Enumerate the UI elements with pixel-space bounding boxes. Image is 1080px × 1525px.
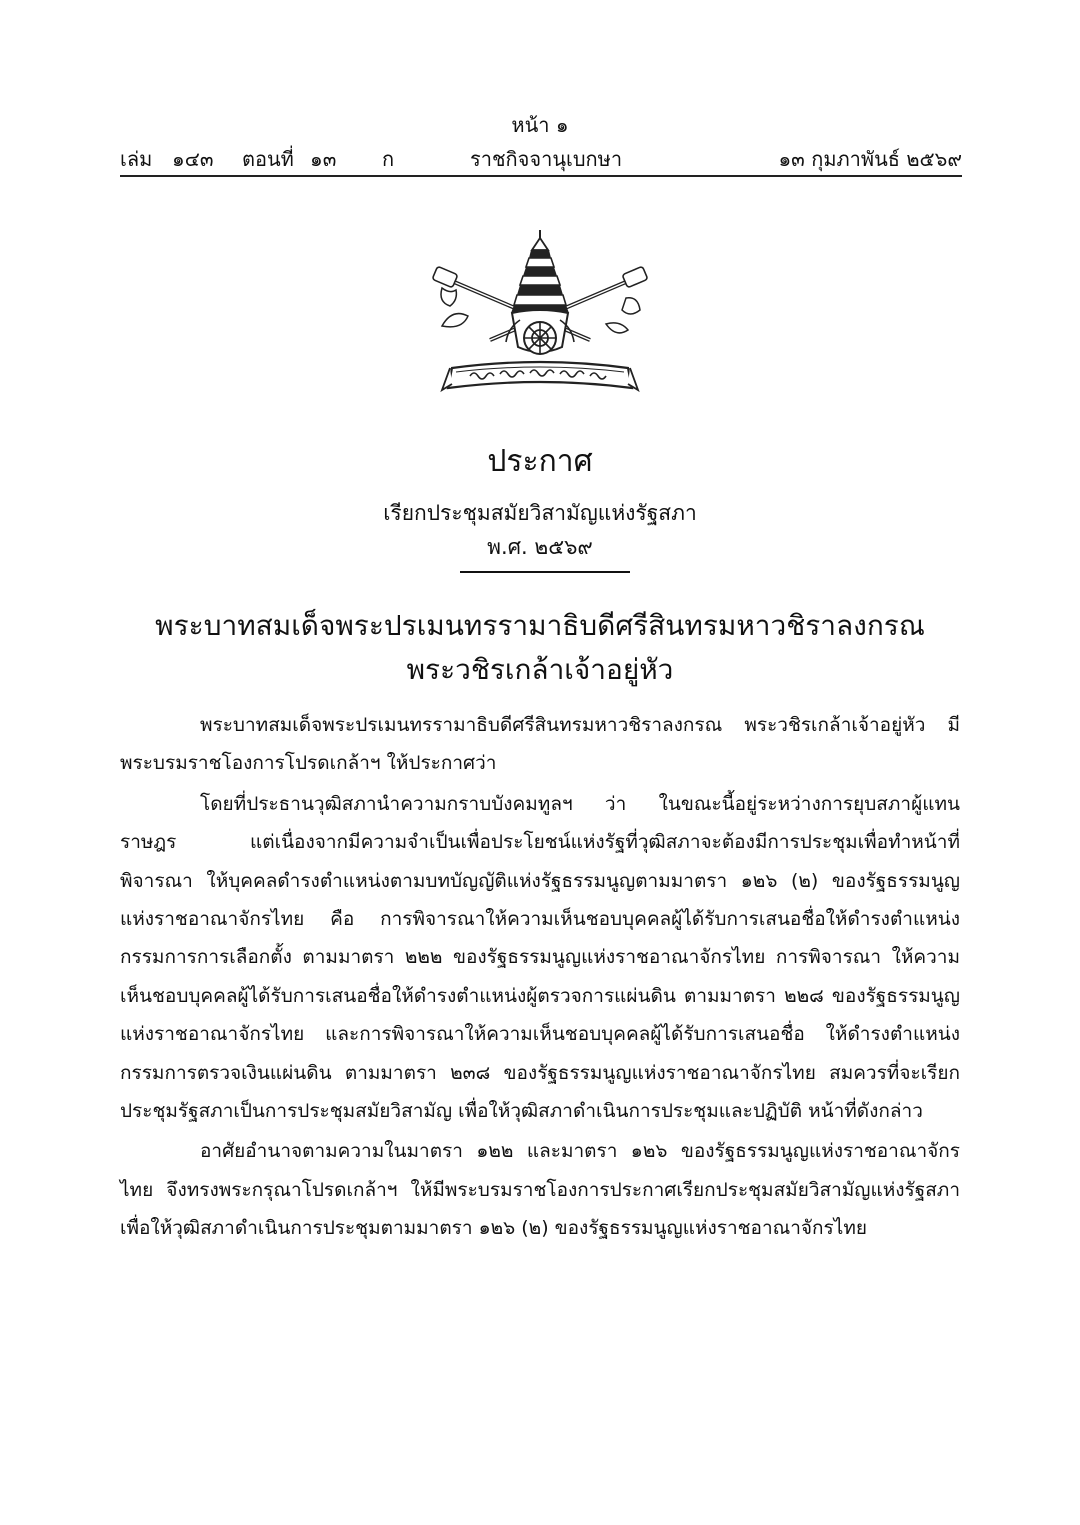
document-title: ประกาศ [487,444,593,479]
document-subtitle: เรียกประชุมสมัยวิสามัญแห่งรัฐสภา [383,501,697,525]
royal-name-heading [0,604,1080,692]
issue-number: ๑๓ [310,147,337,171]
royal-name-line-1: พระบาทสมเด็จพระปรเมนทรรามาธิบดีศรีสินทรมหาวชิราลงกรณ [155,609,925,642]
volume-label: เล่ม [120,147,153,171]
volume-number: ๑๔๓ [172,147,214,171]
announcement-body [120,706,960,1248]
royal-name-line-2: พระวชิรเกล้าเจ้าอยู่หัว [406,653,674,686]
header-divider [120,175,962,177]
gazette-name: ราชกิจจานุเบกษา [470,147,623,171]
page-number: หน้า ๑ [511,113,569,137]
royal-garuda-emblem-icon [430,228,650,404]
body-paragraph-2: โดยที่ประธานวุฒิสภานำความกราบบังคมทูลฯ ว่า ในขณะนี้อยู่ระหว่างการยุบสภาผู้แทนราษฎร แต่เนื่องจากมีความจำเป็นเพื่อประโยชน์แห่งรัฐที่วุฒิสภาจะต้องมีการประชุมเพื่อทำหน้าที่พิจารณา ให้บุคคลดำรงตำแหน่งตามบทบัญญัติแห่งรัฐธรรมนูญตามมาตรา ๑๒๖ (๒) ของรัฐธรรมนูญ แห่งราชอาณาจักรไทย คือ การพิจารณาให้ความเห็นชอบบุคคลผู้ได้รับการเสนอชื่อให้ดำรงตำแหน่ง กรรมการการเลือกตั้ง ตามมาตรา ๒๒๒ ของรัฐธรรมนูญแห่งราชอาณาจักรไทย การพิจารณา ให้ความเห็นชอบบุคคลผู้ได้รับการเสนอชื่อให้ดำรงตำแหน่งผู้ตรวจการแผ่นดิน ตามมาตรา ๒๒๘ ของรัฐธรรมนูญแห่งราชอาณาจักรไทย และการพิจารณาให้ความเห็นชอบบุคคลผู้ได้รับการเสนอชื่อ ให้ดำรงตำแหน่งกรรมการตรวจเงินแผ่นดิน ตามมาตรา ๒๓๘ ของรัฐธรรมนูญแห่งราชอาณาจักรไทย สมควรที่จะเรียกประชุมรัฐสภาเป็นการประชุมสมัยวิสามัญ เพื่อให้วุฒิสภาดำเนินการประชุมและปฏิบัติ หน้าที่ดังกล่าว [120,792,960,1123]
gazette-header [120,146,962,174]
publication-date: ๑๓ กุมภาพันธ์ ๒๕๖๙ [778,147,962,171]
document-year: พ.ศ. ๒๕๖๙ [487,535,593,559]
body-paragraph-1: พระบาทสมเด็จพระปรเมนทรรามาธิบดีศรีสินทรมหาวชิราลงกรณ พระวชิรเกล้าเจ้าอยู่หัว มีพระบรมราชโองการโปรดเกล้าฯ ให้ประกาศว่า [120,714,960,775]
section-letter: ก [382,147,395,171]
title-divider [460,571,630,573]
issue-label: ตอนที่ [242,147,294,171]
body-paragraph-3: อาศัยอำนาจตามความในมาตรา ๑๒๒ และมาตรา ๑๒๖ ของรัฐธรรมนูญแห่งราชอาณาจักรไทย จึงทรงพระกรุณาโปรดเกล้าฯ ให้มีพระบรมราชโองการประกาศเรียกประชุมสมัยวิสามัญแห่งรัฐสภา เพื่อให้วุฒิสภาดำเนินการประชุมตามมาตรา ๑๒๖ (๒) ของรัฐธรรมนูญแห่งราชอาณาจักรไทย [120,1140,960,1240]
